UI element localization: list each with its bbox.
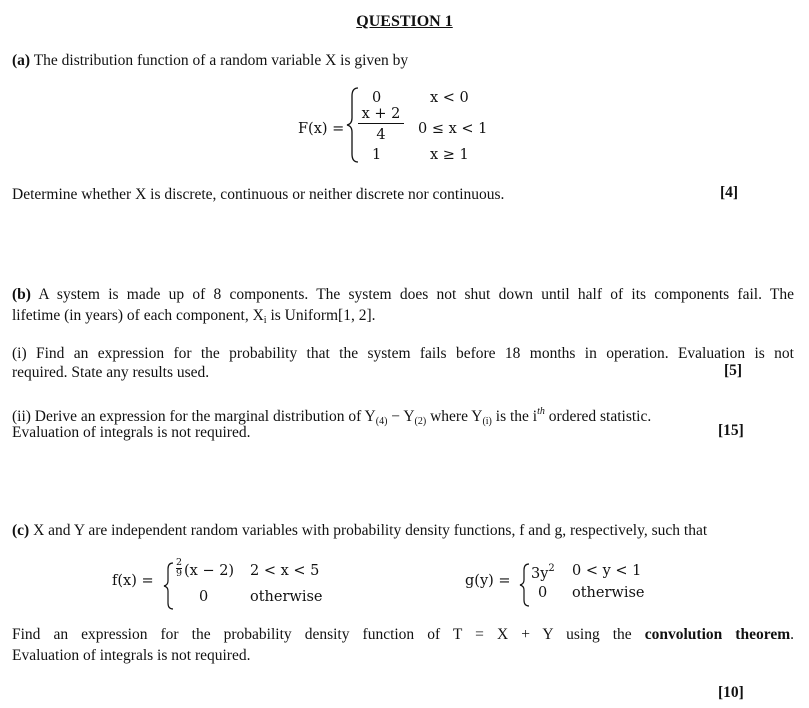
- part-c-intro: (c) X and Y are independent random variables with probability density functions, f and g, respectively, such that: [12, 522, 708, 539]
- case-3-value: 1: [372, 147, 382, 163]
- part-a-marks: [4]: [720, 184, 739, 201]
- case-2-condition: 0 ≤ x < 1: [418, 121, 488, 137]
- g-brace: [519, 563, 531, 607]
- part-b-label: (b): [12, 286, 31, 303]
- f-case2-value: 0: [199, 589, 209, 605]
- part-b-i-line2: required. State any results used.: [12, 364, 210, 381]
- part-b-ii-line2: Evaluation of integrals is not required.: [12, 424, 251, 441]
- case-2-numerator: x + 2: [358, 106, 404, 124]
- convolution-theorem: convolution theorem: [644, 626, 791, 643]
- part-b-intro-line2: lifetime (in years) of each component, $X_i$ is Uniform[1, 2].: [12, 307, 376, 326]
- left-brace: [346, 86, 360, 164]
- g-lhs: g(y) =: [465, 573, 511, 589]
- part-b-ii-line1: (ii) Derive an expression for the marginal distribution of $Y_{(4)} - Y_{(2)}$ where $Y_{(i)}$ is the $i^{th}$ ordered statistic.: [12, 406, 652, 427]
- case-1-value: 0: [372, 90, 382, 106]
- f-frac-num: 2: [176, 557, 183, 568]
- part-a-intro: (a) The distribution function of a random variable X is given by: [12, 52, 409, 69]
- case-2-denominator: 4: [376, 127, 386, 143]
- part-b-intro-line1: (b) A system is made up of 8 components. The system does not shut down until half of its components fail. The: [12, 286, 794, 303]
- f-case2-cond: otherwise: [250, 589, 323, 605]
- g-case1-expr: $3y^2$: [531, 563, 555, 582]
- part-c-label: (c): [12, 522, 30, 539]
- case-3-condition: x ≥ 1: [430, 147, 469, 163]
- g-case2-value: 0: [538, 585, 548, 601]
- part-a-label: (a): [12, 52, 31, 69]
- g-case2-cond: otherwise: [572, 585, 645, 601]
- f-frac-den: 9: [176, 568, 183, 579]
- case-1-condition: x < 0: [430, 90, 469, 106]
- part-b-i-line1: (i) Find an expression for the probability that the system fails before 18 months in operation. Evaluation is not: [12, 345, 794, 362]
- f-case1-expr: (x − 2): [184, 563, 235, 579]
- part-c-marks: [10]: [718, 684, 744, 701]
- g-case1-cond: 0 < y < 1: [572, 563, 642, 579]
- f-brace: [163, 562, 175, 610]
- function-lhs: F(x) =: [298, 121, 345, 137]
- part-c-question-line1: Find an expression for the probability density function of T = X + Y using the convolution theorem.: [12, 626, 794, 643]
- f-lhs: f(x) =: [112, 573, 154, 589]
- part-b-i-marks: [5]: [724, 362, 743, 379]
- part-c-question-line2: Evaluation of integrals is not required.: [12, 647, 251, 664]
- part-a-question: Determine whether X is discrete, continuous or neither discrete nor continuous.: [12, 186, 505, 203]
- f-case1-cond: 2 < x < 5: [250, 563, 320, 579]
- part-b-ii-marks: [15]: [718, 422, 744, 439]
- question-title: QUESTION 1: [356, 13, 453, 30]
